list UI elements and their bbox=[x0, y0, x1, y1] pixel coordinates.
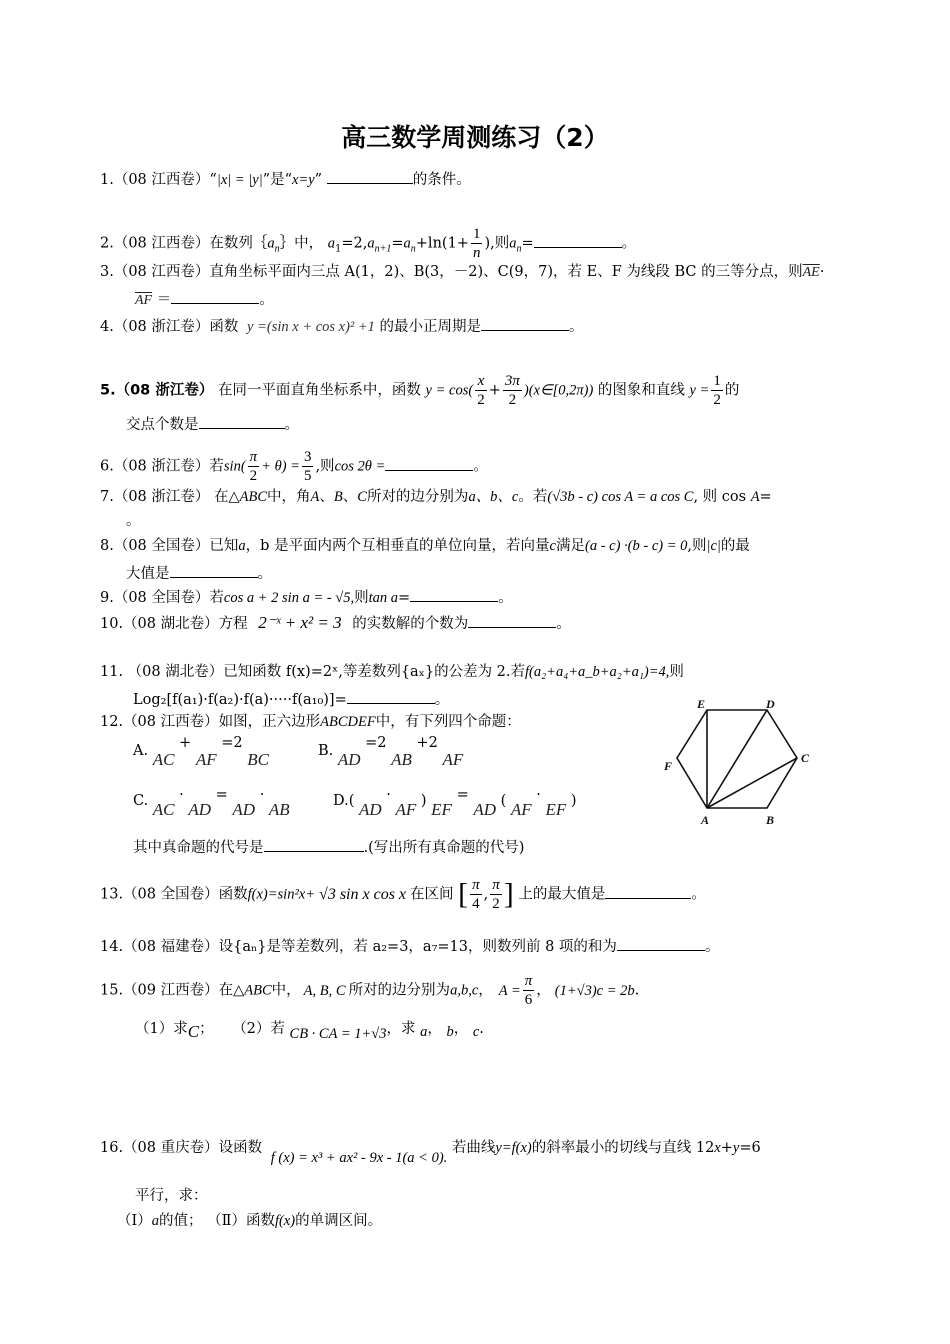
question-8-cont: 大值是 。 bbox=[126, 562, 272, 584]
answer-blank[interactable] bbox=[327, 168, 413, 184]
diagonal-AD bbox=[707, 710, 767, 808]
vertex-label-a: A bbox=[701, 813, 710, 827]
question-16: 16.（08 重庆卷）设函数 f (x) = x³ + ax² - 9x - 1(a < 0). 若曲线y=f(x)的斜率最小的切线与直线 12x+y=6 bbox=[100, 1140, 761, 1166]
question-5-cont: 交点个数是 。 bbox=[126, 413, 299, 435]
question-7-cont: 。 bbox=[126, 513, 141, 529]
question-7: 7.（08 浙江卷） 在△ABC中，角A、B、C所对的边分别为a、b、c。若(√3b - c) cos A = a cos C, 则 cos A= bbox=[100, 489, 772, 505]
question-1: 1.（08 江西卷）“|x| = |y|”是“x=y” 的条件。 bbox=[100, 168, 471, 190]
question-4: 4.（08 浙江卷）函数 y =(sin x + cos x)² +1 的最小正周期是 。 bbox=[100, 315, 584, 337]
answer-blank[interactable] bbox=[617, 935, 705, 951]
question-12-answer: 其中真命题的代号是 .(写出所有真命题的代号) bbox=[133, 836, 524, 858]
answer-blank[interactable] bbox=[385, 455, 473, 471]
vertex-label-e: E bbox=[697, 698, 706, 711]
question-3-cont: $\overline{AF}$ ＝ 。 bbox=[135, 288, 274, 311]
question-2: 2.（08 江西卷）在数列$\{a_n\}$中， $a_1=2,a_{n+1}=a_n+\ln(1+$ $\frac{1}{n}$ ),则$a_n=$ 。 bbox=[100, 226, 637, 261]
hexagon-edges bbox=[677, 710, 797, 808]
answer-blank[interactable] bbox=[534, 232, 622, 248]
answer-blank[interactable] bbox=[347, 688, 435, 704]
question-11-cont: Log₂[f(a₁)·f(a₂)·f(a)·····f(a₁₀)]= 。 bbox=[133, 688, 449, 710]
option-b: B. AD =2 AB +2 AF bbox=[318, 735, 464, 769]
question-15-parts: （1）求C； （2）若 CB · CA = 1+√3，求 a， b， c. bbox=[135, 1021, 484, 1042]
vertex-label-c: C bbox=[801, 751, 810, 765]
question-10: 10.（08 湖北卷）方程 2⁻ˣ + x² = 3 的实数解的个数为 。 bbox=[100, 613, 571, 632]
answer-blank[interactable] bbox=[171, 288, 259, 304]
answer-blank[interactable] bbox=[170, 562, 258, 578]
option-a: A. AC + AF =2 BC bbox=[133, 735, 269, 769]
question-6: 6.（08 浙江卷）若sin( $\frac{\pi}{2}$ + θ) = $\frac{3}{5}$ ,则cos 2θ = 。 bbox=[100, 449, 488, 484]
question-13: 13.（08 全国卷）函数f(x)=sin²x+ √3 sin x cos x 在区间 [ $\frac{\pi}{4}$ , $\frac{\pi}{2}$ ] 上的最大值是 。 bbox=[100, 877, 706, 912]
question-9: 9.（08 全国卷）若cos a + 2 sin a = - √5,则tan a= 。 bbox=[100, 586, 513, 608]
answer-blank[interactable] bbox=[264, 836, 364, 852]
answer-blank[interactable] bbox=[605, 883, 691, 899]
question-14: 14.（08 福建卷）设{aₙ}是等差数列，若 a₂=3，a₇=13，则数列前 8 项的和为 。 bbox=[100, 935, 719, 957]
question-12: 12.（08 江西卷）如图，正六边形ABCDEF中，有下列四个命题： bbox=[100, 714, 521, 730]
question-11: 11. （08 湖北卷）已知函数 f(x)=2ˣ,等差数列{aₓ}的公差为 2.若f(a₂+a₄+a_b+a₂+a₁)=4,则 bbox=[100, 664, 684, 680]
question-3: 3.（08 江西卷）直角坐标平面内三点 A(1，2)、B(3，－2)、C(9，7)，若 E、F 为线段 BC 的三等分点，则$\overline{AE}\cdot$ bbox=[100, 264, 825, 280]
vertex-label-b: B bbox=[766, 813, 775, 827]
diagonal-AC bbox=[707, 758, 797, 808]
answer-blank[interactable] bbox=[481, 315, 569, 331]
answer-blank[interactable] bbox=[410, 586, 498, 602]
answer-blank[interactable] bbox=[199, 413, 285, 429]
question-16-parts: （Ⅰ）a的值； （Ⅱ）函数f(x)的单调区间。 bbox=[117, 1213, 383, 1229]
question-8: 8.（08 全国卷）已知a，b 是平面内两个互相垂直的单位向量，若向量c满足(a - c) ·(b - c) = 0,则|c|的最 bbox=[100, 538, 750, 554]
answer-blank[interactable] bbox=[468, 612, 556, 628]
question-16-cont: 平行，求： bbox=[135, 1188, 208, 1204]
question-5: 5.（08 浙江卷） 在同一平面直角坐标系中，函数 y = cos( $\frac{x}{2}$ + $\frac{3\pi}{2}$ )(x∈[0,2π)) 的图象和直线 y = $\frac{1}{2}$ 的 bbox=[100, 373, 740, 408]
vertex-label-d: D bbox=[766, 698, 775, 711]
hexagon-figure bbox=[655, 698, 815, 828]
option-c: C. AC · AD = AD · AB bbox=[133, 787, 290, 819]
option-d: D.( AD · AF ) EF = AD ( AF · EF ) bbox=[333, 787, 577, 819]
fraction: $\frac{1}{n}$ bbox=[472, 226, 481, 261]
page-title: 高三数学周测练习（2） bbox=[341, 123, 609, 152]
vertex-label-f: F bbox=[664, 759, 673, 773]
question-15: 15.（09 江西卷）在△ABC中， A, B, C 所对的边分别为a,b,c， A = $\frac{\pi}{6}$ ， (1+√3)c = 2b. bbox=[100, 973, 640, 1008]
